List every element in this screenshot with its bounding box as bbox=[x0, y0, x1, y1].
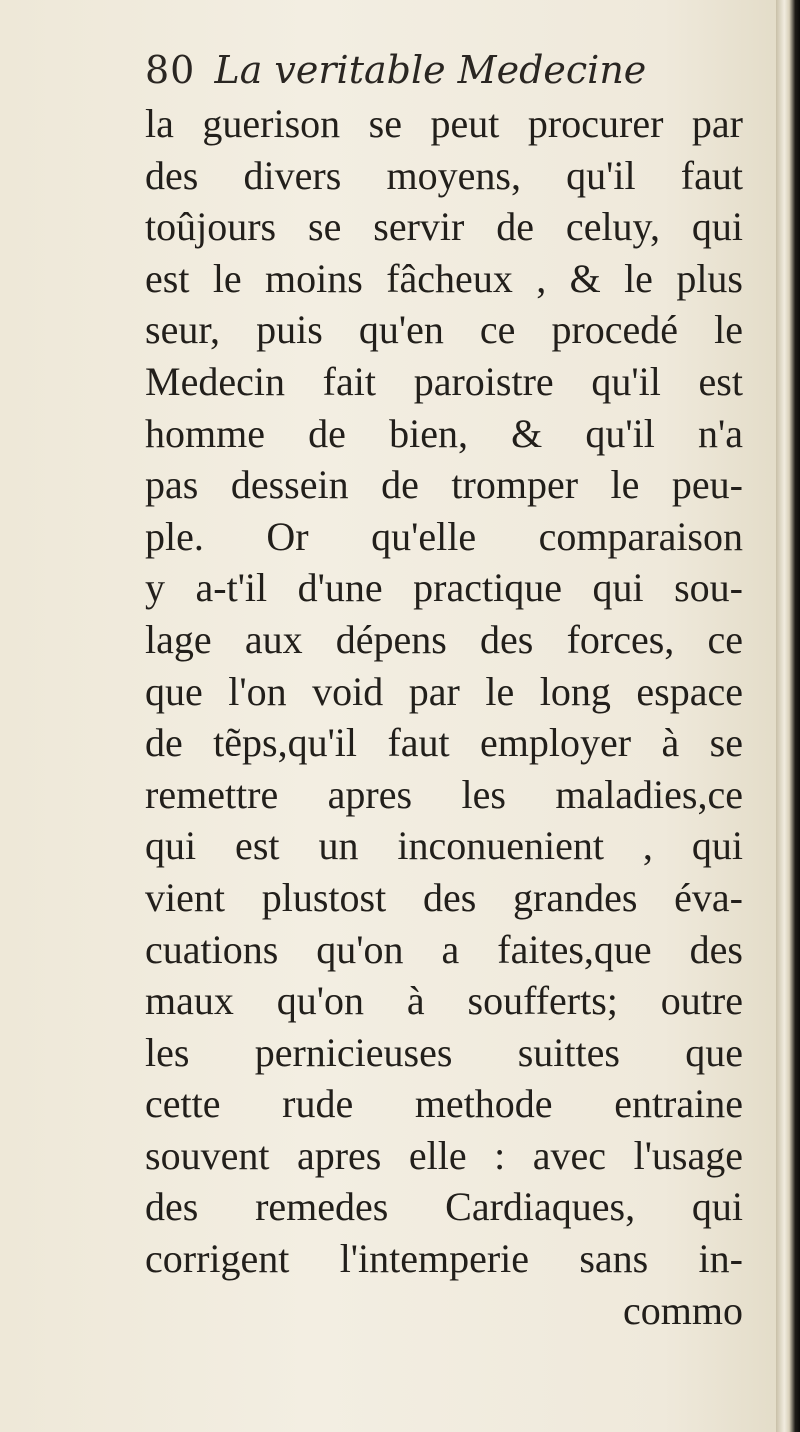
text-line: remettre apres les maladies,ce bbox=[145, 771, 743, 817]
text-line: souvent apres elle : avec l'usage bbox=[145, 1132, 743, 1178]
text-line: y a-t'il d'une practique qui sou- bbox=[145, 565, 743, 611]
text-line: corrigent l'intemperie sans in- bbox=[145, 1236, 743, 1282]
page-number: 80 bbox=[145, 48, 196, 92]
book-gutter bbox=[776, 0, 800, 1432]
text-line: Medecin fait paroistre qu'il est bbox=[145, 358, 743, 404]
text-line: pas dessein de tromper le peu- bbox=[145, 462, 743, 508]
running-title: La veritable Medecine bbox=[214, 48, 647, 92]
text-line: seur, puis qu'en ce procedé le bbox=[145, 307, 743, 353]
text-line: vient plustost des grandes éva- bbox=[145, 874, 743, 920]
text-line: les pernicieuses suittes que bbox=[145, 1029, 743, 1075]
text-line: qui est un inconuenient , qui bbox=[145, 823, 743, 869]
catchword: commo bbox=[623, 1287, 743, 1333]
body-text bbox=[145, 98, 743, 1336]
text-line: des remedes Cardiaques, qui bbox=[145, 1184, 743, 1230]
text-line: toûjours se servir de celuy, qui bbox=[145, 204, 743, 250]
text-line: cette rude methode entraine bbox=[145, 1081, 743, 1127]
running-head bbox=[145, 48, 646, 100]
text-line: lage aux dépens des forces, ce bbox=[145, 616, 743, 662]
text-line: maux qu'on à soufferts; outre bbox=[145, 978, 743, 1024]
text-line: est le moins fâcheux , & le plus bbox=[145, 255, 743, 301]
text-line: que l'on void par le long espace bbox=[145, 668, 743, 714]
text-line: la guerison se peut procurer par bbox=[145, 101, 743, 146]
text-line: cuations qu'on a faites,que des bbox=[145, 926, 743, 972]
text-line: ple. Or qu'elle comparaison bbox=[145, 513, 743, 559]
text-line: homme de bien, & qu'il n'a bbox=[145, 410, 743, 456]
text-line: des divers moyens, qu'il faut bbox=[145, 152, 743, 198]
text-line: de tẽps,qu'il faut employer à se bbox=[145, 720, 743, 766]
